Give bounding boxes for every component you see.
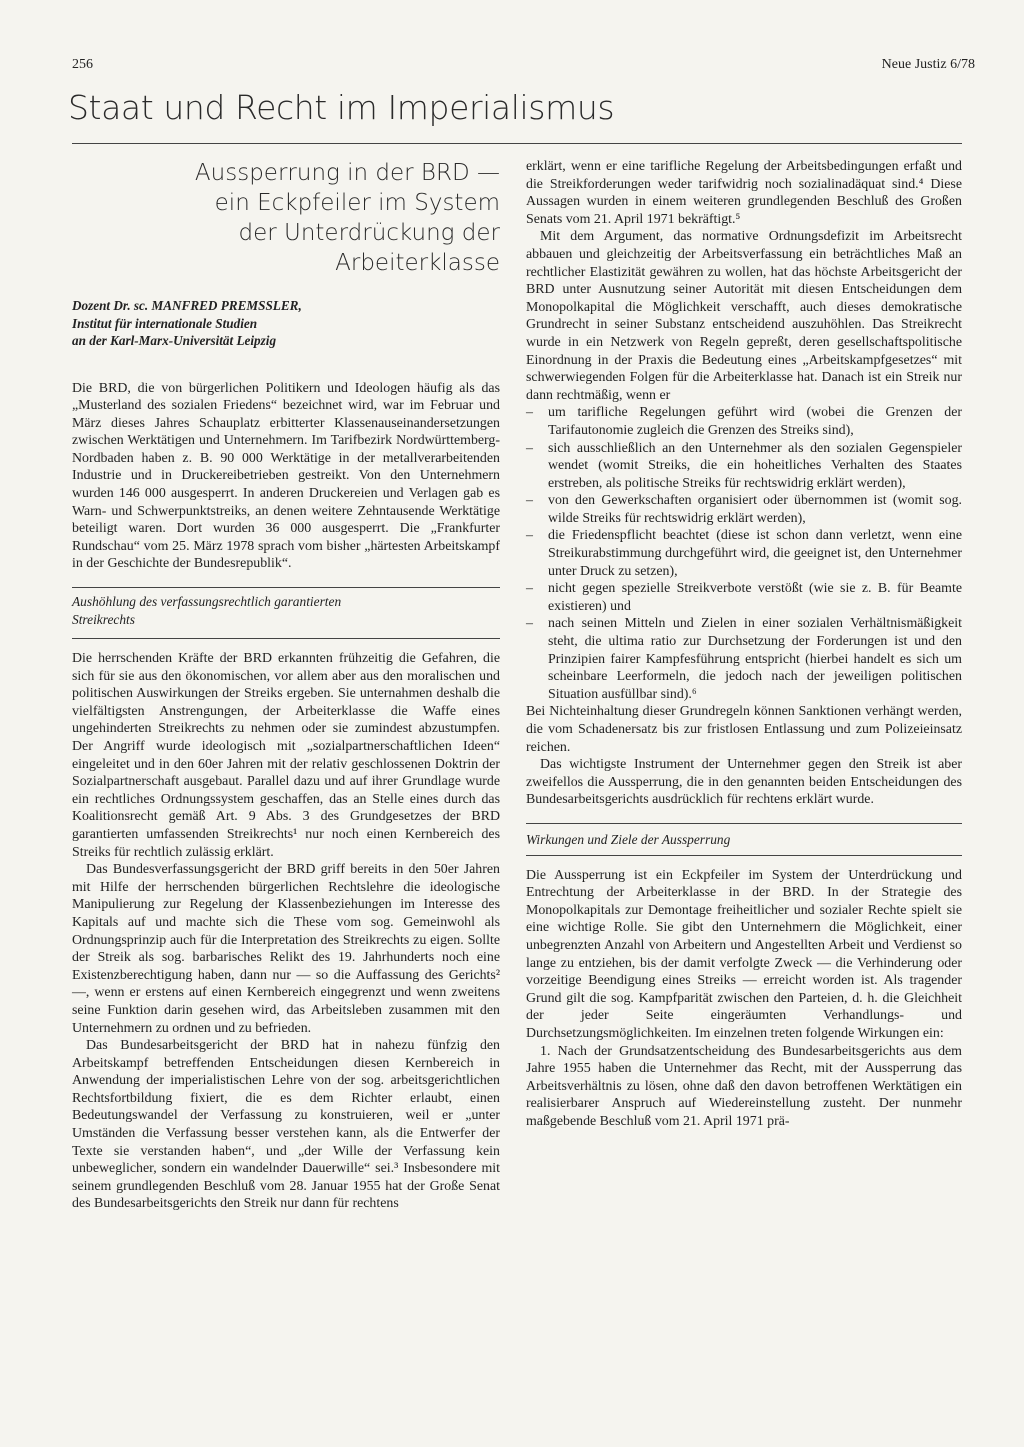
subheading-rule bbox=[526, 855, 962, 856]
author-block bbox=[72, 297, 500, 350]
journal-issue: Neue Justiz 6/78 bbox=[881, 57, 975, 72]
subheading-line: Streikrechts bbox=[72, 611, 135, 627]
article-title-line: der Unterdrückung der Arbeiterklasse bbox=[238, 220, 500, 276]
subheading-rule bbox=[72, 638, 500, 639]
body-paragraph: Bei Nichteinhaltung dieser Grundregeln können Sanktionen verhängt werden, die vom Schadenersatz bis zur fristlosen Entlassung und zum Polizeieinsatz reichen. bbox=[526, 704, 962, 755]
body-paragraph: Das Bundesverfassungsgericht der BRD griff bereits in den 50er Jahren mit Hilfe der herrschenden bürgerlichen Rechtslehre die ideologische Manipulierung zur Regelung der Klassenbeziehungen im Interesse des Kapitals auf und machte sich die These vom sog. Gemeinwohl als Ordnungsprinzip auch für die Interpretation des Streikrechts zu eigen. Sollte der Streik als sog. barbarisches Relikt des 19. Jahrhunderts noch eine Existenzberechtigung haben, dann nur — so die Auffassung des Gerichts² —, wenn er erstens auf einen Kernbereich eingegrenzt und wenn zweitens seine Funktion darin gesehen wird, das Arbeitsleben zusammen mit den Unternehmern zu ordnen und zu befrieden. bbox=[72, 862, 500, 1036]
author-line: an der Karl-Marx-Universität Leipzig bbox=[72, 333, 277, 348]
body-paragraph: erklärt, wenn er eine tarifliche Regelung der Arbeitsbedingungen erfaßt und die Streikforderungen weder tarifwidrig noch sozialinadäquat sind.⁴ Diese Aussagen wurden in einem weiteren grundlegenden Beschluß des Großen Senats vom 21. April 1971 bekräftigt.⁵ bbox=[526, 159, 962, 227]
subheading-line: Aushöhlung des verfassungsrechtlich garantierten bbox=[72, 594, 342, 610]
page-number: 256 bbox=[72, 57, 93, 72]
body-paragraph: 1. Nach der Grundsatzentscheidung des Bundesarbeitsgerichts aus dem Jahre 1955 haben die Unternehmer das Recht, mit der Aussperrung das Arbeitsverhältnis zu lösen, ohne daß den davon betroffenen Werktätigen ein realisierbarer Anspruch auf Wiedereinstellung zusteht. Der nunmehr maßgebende Beschluß vom 21. April 1971 prä- bbox=[526, 1043, 962, 1129]
left-column bbox=[72, 158, 500, 1213]
article-title bbox=[72, 158, 500, 278]
header-rule bbox=[72, 143, 962, 144]
list-item: – von den Gewerkschaften organisiert oder übernommen ist (womit sog. wilde Streiks für rechtswidrig erklärt werden), bbox=[526, 492, 962, 527]
list-item: – sich ausschließlich an den Unternehmer als den sozialen Gegenspieler wendet (womit Streiks, die ein hoheitliches Verhalten des Staates erstreben, als politische Streiks für rechtswidrig erklärt werden), bbox=[526, 440, 962, 493]
body-paragraph: Die herrschenden Kräfte der BRD erkannten frühzeitig die Gefahren, die sich für sie aus den ökonomischen, vor allem aber aus den moralischen und politischen Auswirkungen der Streiks ergeben. Sie unternahmen deshalb die vielfältigsten Anstrengungen, der Arbeiterklasse die Waffe eines ungehinderten Streikrechts zu nehmen oder sie zumindest abzustumpfen. Der Angriff wurde ideologisch mit „sozialpartnerschaftlichen Ideen“ eingeleitet und in den 60er Jahren mit der relativ geschlossenen Doktrin der Sozialpartnerschaft ausgebaut. Parallel dazu und auf ihrer Grundlage wurde ein rechtliches Ordnungssystem geschaffen, das an Stelle eines durch das Koalitionsrecht gemäß Art. 9 Abs. 3 des Grundgesetzes der BRD garantierten umfassenden Streikrechts¹ nur noch einen Kernbereich des Streiks für rechtlich zulässig erklärt. bbox=[72, 651, 500, 860]
subheading-line: Wirkungen und Ziele der Aussperrung bbox=[526, 831, 731, 847]
list-item: – nach seinen Mitteln und Zielen in einer sozialen Verhältnismäßigkeit steht, die ultima ratio zur Durchsetzung der Forderungen ist und den Prinzipien fairer Kampfesführung entspricht (hierbei handelt es sich um scheinbare Leerformeln, die jedoch nach der jeweiligen politischen Situation ausfüllbar sind).⁶ bbox=[526, 615, 962, 703]
right-column bbox=[526, 158, 962, 1130]
list-item: – um tarifliche Regelungen geführt wird (wobei die Grenzen der Tarifautonomie zugleich die Grenzen des Streiks sind), bbox=[526, 404, 962, 439]
list-item: – nicht gegen spezielle Streikverbote verstößt (wie sie z. B. für Beamte existieren) und bbox=[526, 580, 962, 615]
section-title: Staat und Recht im Imperialismus bbox=[68, 88, 615, 127]
body-paragraph: Mit dem Argument, das normative Ordnungsdefizit im Arbeitsrecht abbauen und gleichzeitig der Arbeitsverfassung ein beträchtliches Maß an rechtlicher Elastizität gewähren zu wollen, hat das höchste Arbeitsgericht der BRD unter Ausnutzung seiner Autorität mit diesen Entscheidungen dem Monopolkapital die Möglichkeit verschafft, auch dieses demokratische Grundrecht in seiner Substanz entscheidend auszuhöhlen. Das Streikrecht wurde in ein Netzwerk von Regeln gepreßt, deren gesellschaftspolitische Einordnung in der Praxis die Bedeutung eines „Arbeitskampfgesetzes“ mit schwerwiegenden Folgen für die Arbeiterklasse hat. Danach ist ein Streik nur dann rechtmäßig, wenn er bbox=[526, 229, 962, 403]
author-line: Institut für internationale Studien bbox=[72, 315, 258, 331]
body-paragraph: Das wichtigste Instrument der Unternehmer gegen den Streik ist aber zweifellos die Aussperrung, die in den genannten beiden Entscheidungen des Bundesarbeitsgerichts ausdrücklich für rechtens erklärt wurde. bbox=[526, 757, 962, 808]
article-title-line: ein Eckpfeiler im System bbox=[214, 190, 500, 216]
body-paragraph: Die Aussperrung ist ein Eckpfeiler im System der Unterdrückung und Entrechtung der Arbeiterklasse in der BRD. In der Strategie des Monopolkapitals zur Demontage freiheitlicher und sozialer Rechte spielt sie eine wichtige Rolle. Sie gibt den Unternehmern die Möglichkeit, einer unbegrenzten Anzahl von Arbeitern und Angestellten Arbeit und Verdienst so lange zu entziehen, bis der damit verfolgte Zweck — die Verhinderung oder vorzeitige Beendigung eines Streiks — erreicht worden ist. Als tragender Grund gilt die sog. Kampfparität zwischen den Parteien, d. h. die Gleichheit der jeder Seite eingeräumten Verhandlungs- und Durchsetzungsmöglichkeiten. Im einzelnen treten folgende Wirkungen ein: bbox=[526, 867, 962, 1041]
conditions-list bbox=[526, 404, 962, 703]
subheading-1 bbox=[72, 587, 500, 632]
article-title-line: Aussperrung in der BRD — bbox=[194, 160, 500, 186]
author-line: Dozent Dr. sc. MANFRED PREMSSLER, bbox=[72, 298, 302, 313]
list-item: – die Friedenspflicht beachtet (diese ist schon dann verletzt, wenn eine Streikurabstimmung durchgeführt wird, die geeignet ist, den Unternehmer unter Druck zu setzen), bbox=[526, 527, 962, 580]
intro-paragraph: Die BRD, die von bürgerlichen Politikern und Ideologen häufig als das „Musterland des sozialen Friedens“ bezeichnet wird, war im Februar und März dieses Jahres Schauplatz erbitterter Klassenauseinandersetzungen zwischen Werktätigen und Unternehmern. Im Tarifbezirk Nordwürttemberg-Nordbaden haben z. B. 90 000 Werktätige in der metallverarbeitenden Industrie und in Druckereibetrieben gestreikt. Von den Unternehmern wurden 146 000 ausgesperrt. In anderen Druckereien und Verlagen gab es Warn- und Schwerpunktstreiks, an denen weitere Zehntausende Werktätige beteiligt waren. Dort wurden 36 000 ausgesperrt. Die „Frankfurter Rundschau“ vom 25. März 1978 sprach vom bisher „härtesten Arbeitskampf in der Geschichte der Bundesrepublik“. bbox=[72, 380, 500, 572]
body-paragraph: Das Bundesarbeitsgericht der BRD hat in nahezu fünfzig den Arbeitskampf betreffenden Entscheidungen diesen Kernbereich in Anwendung der imperialistischen Lehre von der sog. arbeitsgerichtlichen Rechtsfortbildung fixiert, die es dem Richter erlaubt, einen Bedeutungswandel der Verfassung zu konstruieren, weil er „unter Umständen die Verfassung besser verstehen kann, als die Entwerfer der Texte sie verstanden haben“, und „der Wille der Verfassung kein unbeweglicher, sondern ein wandelnder Dauerwille“ sei.³ Insbesondere mit seinem grundlegenden Beschluß vom 28. Januar 1955 hat der Große Senat des Bundesarbeitsgerichts den Streik nur dann für rechtens bbox=[72, 1038, 500, 1212]
subheading-2 bbox=[526, 823, 962, 849]
